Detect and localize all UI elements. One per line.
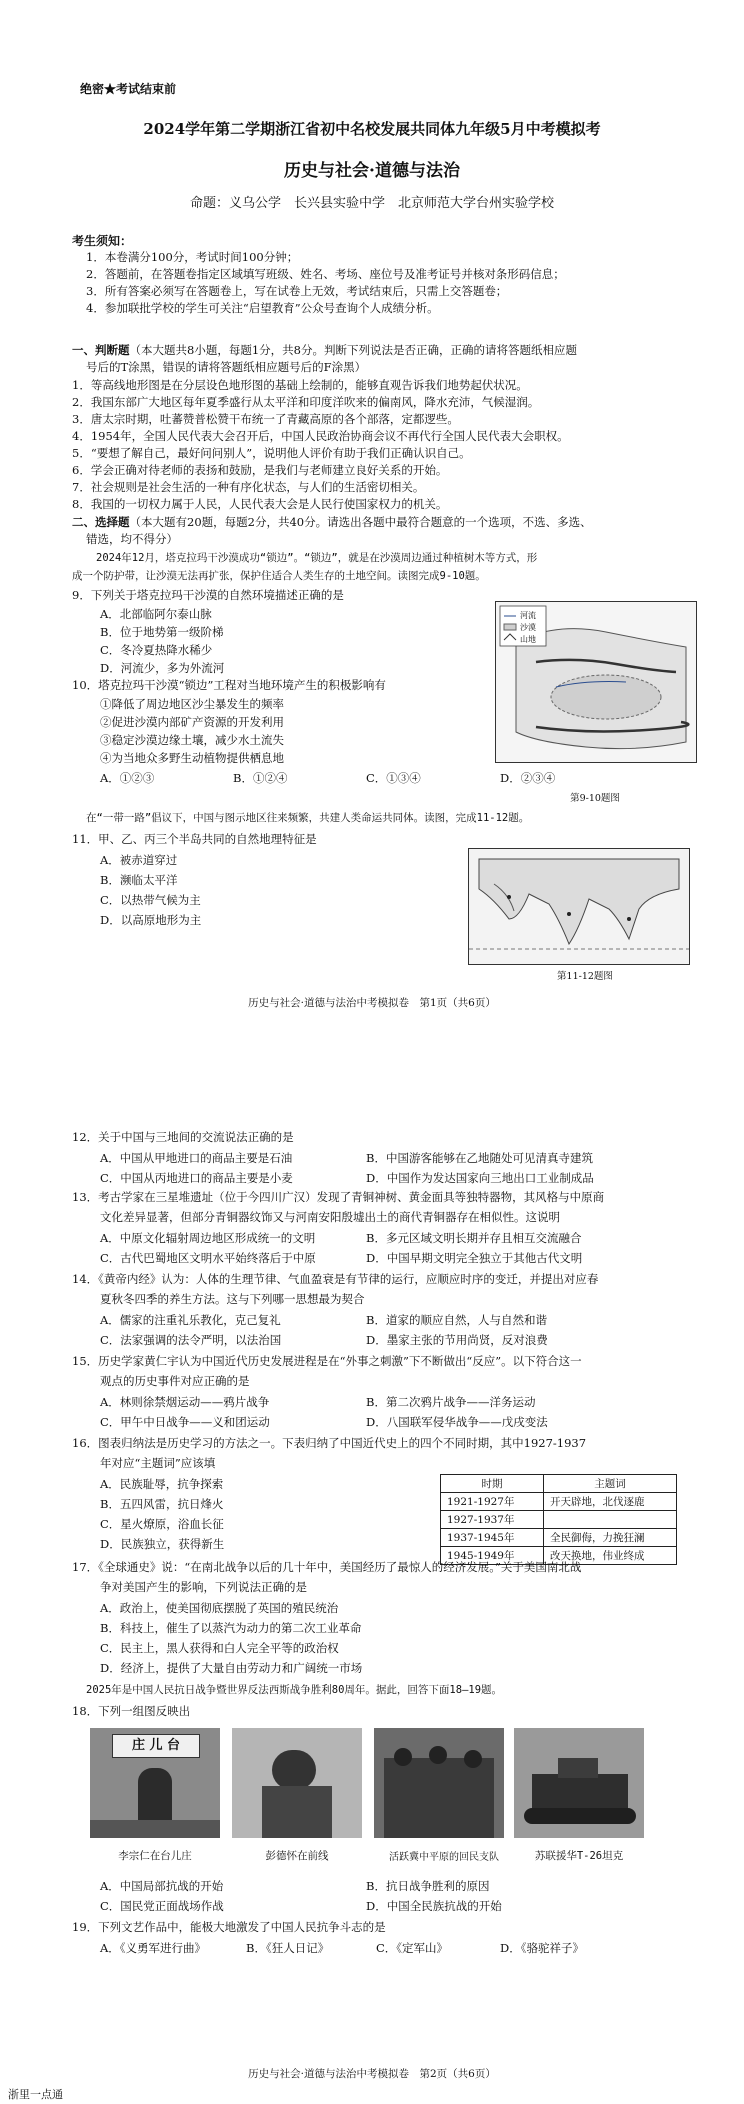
q9-stem: 9．下列关于塔克拉玛干沙漠的自然环境描述正确的是 — [72, 588, 344, 602]
judge-item-6: 6．学会正确对待老师的表扬和鼓励，是我们与老师建立良好关系的开始。 — [72, 463, 448, 477]
q16-option-c: C．星火燎原，浴血长征 — [100, 1517, 224, 1531]
period-cell: 1927-1937年 — [441, 1511, 544, 1529]
q10-item-4: ④为当地众多野生动植物提供栖息地 — [100, 751, 284, 765]
q19-option-c: C．《定军山》 — [376, 1941, 449, 1955]
section2-header — [72, 515, 692, 530]
q18-option-b: B．抗日战争胜利的原因 — [366, 1879, 490, 1893]
q10-item-3: ③稳定沙漠边缘土壤，减少水土流失 — [100, 733, 284, 747]
map-legend-desert: 沙漠 — [520, 623, 536, 632]
exam-title: 2024学年第二学期浙江省初中名校发展共同体九年级5月中考模拟考 — [143, 120, 601, 138]
q11-stem: 11．甲、乙、丙三个半岛共同的自然地理特征是 — [72, 832, 317, 846]
q10-option-c: C．①③④ — [366, 771, 421, 785]
judge-item-3: 3．唐太宗时期，吐蕃赞普松赞干布统一了青藏高原的各个部落，定都逻些。 — [72, 412, 459, 426]
map1-caption: 第9-10题图 — [570, 793, 620, 804]
q10-option-b: B．①②④ — [233, 771, 288, 785]
q11-option-a: A．被赤道穿过 — [100, 853, 178, 867]
period-header-theme: 主题词 — [544, 1475, 677, 1493]
q11-option-b: B．濒临太平洋 — [100, 873, 178, 887]
q12-option-c: C．中国从丙地进口的商品主要是小麦 — [100, 1171, 293, 1185]
q17-option-c: C．民主上，黑人获得和白人完全平等的政治权 — [100, 1641, 339, 1655]
exam-authors: 命题：义乌公学 长兴县实验中学 北京师范大学台州实验学校 — [189, 196, 554, 211]
table-row — [441, 1529, 677, 1547]
q18-option-a: A．中国局部抗战的开始 — [100, 1879, 224, 1893]
q14-option-b: B．道家的顺应自然，人与自然和谐 — [366, 1313, 547, 1327]
q11-option-d: D．以高原地形为主 — [100, 913, 202, 927]
q14-option-a: A．儒家的注重礼乐教化，克己复礼 — [100, 1313, 281, 1327]
judge-item-5: 5．“要想了解自己，最好问问别人”，说明他人评价有助于我们正确认识自己。 — [72, 446, 471, 460]
notice-item: 1．本卷满分100分，考试时间100分钟； — [86, 250, 299, 264]
q13-option-b: B．多元区域文明长期并存且相互交流融合 — [366, 1231, 582, 1245]
section2-head: 二、选择题 — [72, 515, 130, 529]
q19-option-b: B．《狂人日记》 — [246, 1941, 330, 1955]
q14-option-d: D．墨家主张的节用尚贤，反对浪费 — [366, 1333, 548, 1347]
watermark: 浙里一点通 — [8, 2088, 63, 2101]
photo-muslim-detachment — [374, 1728, 504, 1838]
q19-option-a: A．《义勇军进行曲》 — [100, 1941, 207, 1955]
photo-peng-dehuai — [232, 1728, 362, 1838]
q12-option-a: A．中国从甲地进口的商品主要是石油 — [100, 1151, 293, 1165]
judge-item-8: 8．我国的一切权力属于人民，人民代表大会是人民行使国家权力的机关。 — [72, 497, 448, 511]
q16-option-a: A．民族耻辱，抗争探索 — [100, 1477, 224, 1491]
section1-desc2: 号后的T涂黑，错误的请将答题纸相应题号后的F涂黑） — [86, 360, 367, 374]
q15-line1: 15．历史学家黄仁宇认为中国近代历史发展进程是在“外事之刺激”下不断做出“反应”。以下符合这一 — [72, 1354, 582, 1368]
intro-11-12: 在“一带一路”倡议下，中国与图示地区往来频繁，共建人类命运共同体。读图，完成11-12题。 — [86, 812, 530, 824]
photo-li-zongren — [90, 1728, 220, 1838]
map-legend-river: 河流 — [520, 611, 536, 620]
q10-item-2: ②促进沙漠内部矿产资源的开发利用 — [100, 715, 284, 729]
q19-stem: 19．下列文艺作品中，能极大地激发了中国人民抗争斗志的是 — [72, 1920, 386, 1934]
q16-option-b: B．五四风雷，抗日烽火 — [100, 1497, 224, 1511]
period-header-time: 时期 — [441, 1475, 544, 1493]
q9-option-a: A．北部临阿尔泰山脉 — [100, 607, 212, 621]
q16-line2: 年对应“主题词”应该填 — [100, 1456, 216, 1470]
q18-option-d: D．中国全民族抗战的开始 — [366, 1899, 502, 1913]
photo-caption-3: 活跃冀中平原的回民支队 — [389, 1852, 499, 1863]
theme-cell-blank — [544, 1511, 677, 1529]
q13-line1: 13．考古学家在三星堆遗址（位于今四川广汉）发现了青铜神树、黄金面具等独特器物，其风格与中原商 — [72, 1190, 605, 1204]
q14-option-c: C．法家强调的法令严明，以法治国 — [100, 1333, 282, 1347]
map-peninsulas — [468, 848, 690, 965]
map-taklamakan — [495, 601, 697, 763]
notice-item: 4．参加联批学校的学生可关注“启望教育”公众号查询个人成绩分析。 — [86, 301, 439, 315]
q15-option-d: D．八国联军侵华战争——戊戌变法 — [366, 1415, 548, 1429]
q14-line2: 夏秋冬四季的养生方法。这与下列哪一思想最为契合 — [100, 1292, 365, 1306]
period-cell: 1921-1927年 — [441, 1493, 544, 1511]
q10-option-a: A．①②③ — [100, 771, 155, 785]
q15-option-c: C．甲午中日战争——义和团运动 — [100, 1415, 270, 1429]
map-peninsulas-drawing — [469, 849, 689, 964]
q9-option-d: D．河流少，多为外流河 — [100, 661, 225, 675]
q12-stem: 12．关于中国与三地间的交流说法正确的是 — [72, 1130, 294, 1144]
q15-line2: 观点的历史事件对应正确的是 — [100, 1374, 250, 1388]
map-legend-mountain: 山地 — [520, 635, 536, 644]
photo-caption-1: 李宗仁在台儿庄 — [118, 1850, 192, 1862]
q9-option-c: C．冬冷夏热降水稀少 — [100, 643, 213, 657]
notice-title: 考生须知： — [72, 234, 133, 248]
theme-cell: 开天辟地，北伐逐鹿 — [544, 1493, 677, 1511]
section1-head: 一、判断题 — [72, 343, 130, 357]
q18-option-c: C．国民党正面战场作战 — [100, 1899, 224, 1913]
q10-item-1: ①降低了周边地区沙尘暴发生的频率 — [100, 697, 284, 711]
photo-caption-2: 彭德怀在前线 — [265, 1850, 329, 1862]
table-row — [441, 1493, 677, 1511]
q10-option-d: D．②③④ — [500, 771, 556, 785]
judge-item-1: 1．等高线地形图是在分层设色地形图的基础上绘制的，能够直观告诉我们地势起伏状况。 — [72, 378, 528, 392]
theme-cell: 改天换地，伟业终成 — [544, 1547, 677, 1565]
page2-footer: 历史与社会·道德与法治中考模拟卷 第2页（共6页） — [248, 2068, 496, 2080]
taierzhuang-sign: 庄 儿 台 — [112, 1734, 200, 1758]
judge-item-7: 7．社会规则是社会生活的一种有序化状态，与人们的生活密切相关。 — [72, 480, 425, 494]
section1-desc: （本大题共8小题，每题1分，共8分。判断下列说法是否正确，正确的请将答题纸相应题 — [129, 343, 577, 357]
q13-option-d: D．中国早期文明完全独立于其他古代文明 — [366, 1251, 583, 1265]
intro-9-10-line1: 2024年12月，塔克拉玛干沙漠成功“锁边”。“锁边”，就是在沙漠周边通过种植树木等方式，形 — [96, 552, 538, 564]
judge-item-4: 4．1954年，全国人民代表大会召开后，中国人民政治协商会议不再代行全国人民代表大会职权。 — [72, 429, 569, 443]
q14-line1: 14．《黄帝内经》认为：人体的生理节律、气血盈衰是有节律的运行，应顺应时序的变迁，并提出对应春 — [72, 1272, 599, 1286]
secret-label: 绝密★考试结束前 — [80, 82, 177, 96]
intro-9-10-line2: 成一个防护带，让沙漠无法再扩张，保护住适合人类生存的土地空间。读图完成9-10题。 — [72, 570, 486, 582]
judge-item-2: 2．我国东部广大地区每年夏季盛行从太平洋和印度洋吹来的偏南风，降水充沛，气候湿润。 — [72, 395, 540, 409]
photo-t26-tank — [514, 1728, 644, 1838]
q17-option-a: A．政治上，使美国彻底摆脱了英国的殖民统治 — [100, 1601, 339, 1615]
q11-option-c: C．以热带气候为主 — [100, 893, 201, 907]
period-cell: 1945-1949年 — [441, 1547, 544, 1565]
q17-line1: 17．《全球通史》说：“在南北战争以后的几十年中，美国经历了最惊人的经济发展。”关于美国南北战 — [72, 1560, 582, 1574]
photo-caption-4: 苏联援华T-26坦克 — [534, 1850, 624, 1862]
q13-line2: 文化差异显著，但部分青铜器纹饰又与河南安阳殷墟出土的商代青铜器存在相似性。这说明 — [100, 1210, 560, 1224]
q13-option-c: C．古代巴蜀地区文明水平始终落后于中原 — [100, 1251, 316, 1265]
period-table-header — [441, 1475, 677, 1493]
q12-option-b: B．中国游客能够在乙地随处可见清真寺建筑 — [366, 1151, 593, 1165]
q16-line1: 16．图表归纳法是历史学习的方法之一。下表归纳了中国近代史上的四个不同时期，其中1927-1937 — [72, 1436, 587, 1450]
period-table — [440, 1474, 677, 1565]
theme-cell: 全民御侮，力挽狂澜 — [544, 1529, 677, 1547]
q15-option-a: A．林则徐禁烟运动——鸦片战争 — [100, 1395, 270, 1409]
exam-subject: 历史与社会·道德与法治 — [284, 161, 460, 181]
q16-option-d: D．民族独立，获得新生 — [100, 1537, 225, 1551]
section1-header — [72, 343, 692, 358]
q17-option-b: B．科技上，催生了以蒸汽为动力的第二次工业革命 — [100, 1621, 362, 1635]
intro-18-19: 2025年是中国人民抗日战争暨世界反法西斯战争胜利80周年。据此，回答下面18—19题。 — [86, 1684, 503, 1696]
q19-option-d: D．《骆驼祥子》 — [500, 1941, 584, 1955]
notice-item: 3．所有答案必须写在答题卷上，写在试卷上无效，考试结束后，只需上交答题卷； — [86, 284, 508, 298]
section2-desc: （本大题有20题，每题2分，共40分。请选出各题中最符合题意的一个选项，不选、多选、 — [129, 515, 592, 529]
q9-option-b: B．位于地势第一级阶梯 — [100, 625, 224, 639]
page1-footer: 历史与社会·道德与法治中考模拟卷 第1页（共6页） — [248, 997, 496, 1009]
period-cell: 1937-1945年 — [441, 1529, 544, 1547]
notice-item: 2．答题前，在答题卷指定区域填写班级、姓名、考场、座位号及准考证号并核对条形码信息； — [86, 267, 565, 281]
table-row — [441, 1511, 677, 1529]
q17-line2: 争对美国产生的影响，下列说法正确的是 — [100, 1580, 307, 1594]
q12-option-d: D．中国作为发达国家向三地出口工业制成品 — [366, 1171, 594, 1185]
q15-option-b: B．第二次鸦片战争——洋务运动 — [366, 1395, 536, 1409]
map2-caption: 第11-12题图 — [557, 971, 613, 982]
q13-option-a: A．中原文化辐射周边地区形成统一的文明 — [100, 1231, 316, 1245]
q10-stem: 10．塔克拉玛干沙漠“锁边”工程对当地环境产生的积极影响有 — [72, 678, 386, 692]
section2-desc2: 错选，均不得分） — [86, 532, 178, 546]
q17-option-d: D．经济上，提供了大量自由劳动力和广阔统一市场 — [100, 1661, 363, 1675]
q18-stem: 18．下列一组图反映出 — [72, 1704, 191, 1718]
